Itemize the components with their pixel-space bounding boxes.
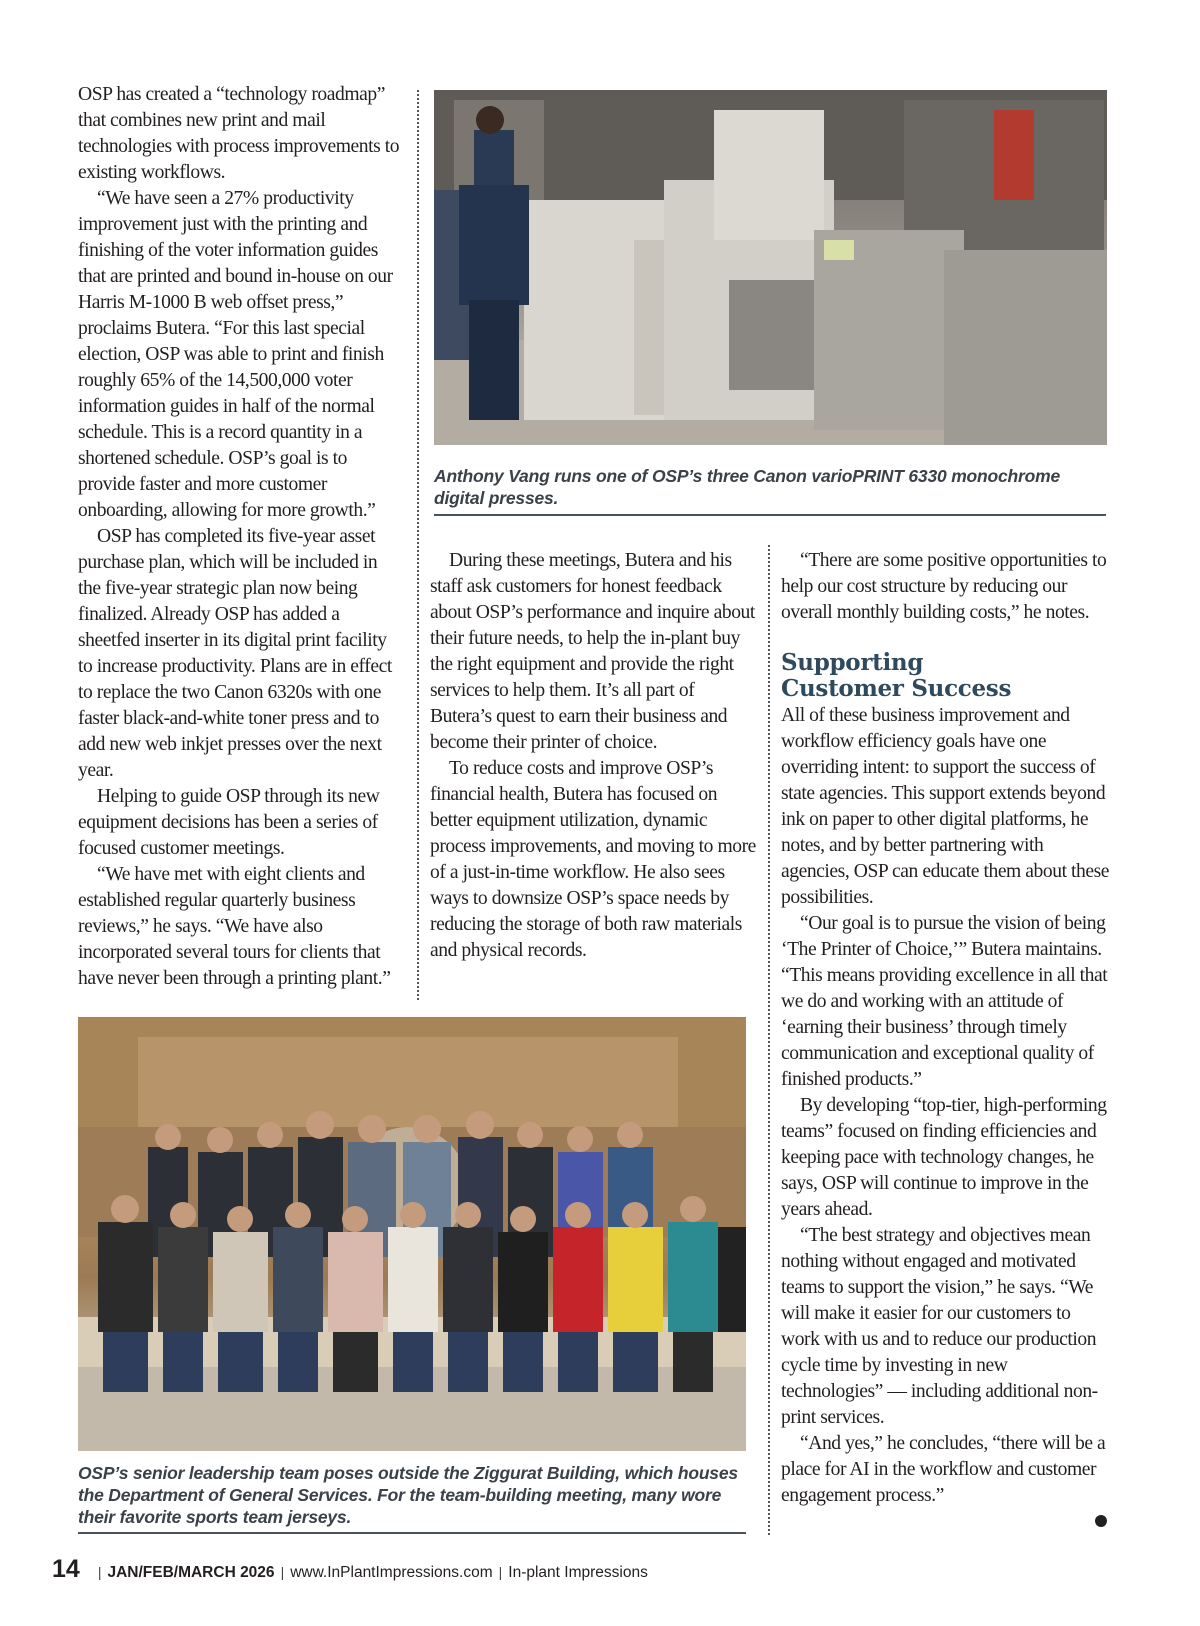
column-divider xyxy=(417,90,419,1000)
photo-caption-bottom: OSP’s senior leadership team poses outside the Ziggurat Building, which houses the Department of General Services. For the team-building meeting, many wore their favorite sports team jerseys. xyxy=(78,1463,738,1527)
column-divider xyxy=(768,545,770,1535)
paragraph: “The best strategy and objectives mean nothing without engaged and motivated teams to support the vision,” he says. “We will make it easier for our customers to work with us and to reduce our production cycle time by investing in new technologies” — including additional non-print services. xyxy=(781,1225,1098,1428)
subhead-line: Supporting xyxy=(781,649,924,676)
press-photo-illustration xyxy=(434,90,1107,445)
end-of-article-bullet-icon xyxy=(1095,1515,1107,1527)
section-subhead xyxy=(781,650,1113,702)
article-column-1 xyxy=(78,82,400,992)
page-number: 14 xyxy=(52,1555,80,1583)
paragraph: During these meetings, Butera and his staff ask customers for honest feedback about OSP’s performance and inquire about their future needs, to help the in-plant buy the right equipment and provide the right services to help them. It’s all part of Butera’s quest to earn their business and become their printer of choice. xyxy=(430,550,755,753)
paragraph: Helping to guide OSP through its new equipment decisions has been a series of focused customer meetings. xyxy=(78,786,380,859)
paragraph: “We have met with eight clients and established regular quarterly business reviews,” he says. “We have also incorporated several tours for clients that have never been through a printing plant.” xyxy=(78,864,391,989)
article-column-3 xyxy=(781,548,1113,1509)
press-operator-photo xyxy=(434,90,1107,445)
article-column-2 xyxy=(430,548,756,964)
footer-separator: | xyxy=(280,1564,285,1580)
paragraph: OSP has completed its five-year asset purchase plan, which will be included in the five-year strategic plan now being finalized. Already OSP has added a sheetfed inserter in its digital print facility to increase productivity. Plans are in effect to replace the two Canon 6320s with one faster black-and-white toner press and to add new web inkjet presses over the next year. xyxy=(78,526,392,781)
leadership-team-photo xyxy=(78,1017,746,1451)
team-photo-illustration xyxy=(78,1017,746,1451)
footer-separator: | xyxy=(498,1564,503,1580)
paragraph: “There are some positive opportunities to help our cost structure by reducing our overall monthly building costs,” he notes. xyxy=(781,550,1107,623)
publication-name: In-plant Impressions xyxy=(508,1564,648,1581)
subhead-line: Customer Success xyxy=(781,675,1012,702)
photo-caption-top: Anthony Vang runs one of OSP’s three Canon varioPRINT 6330 monochrome digital presses. xyxy=(434,466,1061,508)
paragraph: All of these business improvement and workflow efficiency goals have one overriding intent: to support the success of state agencies. This support extends beyond ink on paper to other digital platforms, he notes, and by better partnering with agencies, OSP can educate them about these possibilities. xyxy=(781,705,1110,908)
website-link[interactable]: www.InPlantImpressions.com xyxy=(290,1564,493,1581)
paragraph: By developing “top-tier, high-performing teams” focused on finding efficiencies and keeping pace with technology changes, he says, OSP will continue to improve in the years ahead. xyxy=(781,1095,1107,1220)
paragraph: To reduce costs and improve OSP’s financial health, Butera has focused on better equipment utilization, dynamic process improvements, and moving to more of a just-in-time workflow. He also sees ways to downsize OSP’s space needs by reducing the storage of both raw materials and physical records. xyxy=(430,758,756,961)
footer-separator: | xyxy=(97,1564,102,1580)
paragraph: OSP has created a “technology roadmap” that combines new print and mail technologies with process improvements to existing workflows. xyxy=(78,84,400,183)
paragraph: “Our goal is to pursue the vision of being ‘The Printer of Choice,’” Butera maintains. “This means providing excellence in all that we do and working with an attitude of ‘earning their business’ through timely communication and exceptional quality of finished products.” xyxy=(781,913,1108,1090)
paragraph: “And yes,” he concludes, “there will be a place for AI in the workflow and customer engagement process.” xyxy=(781,1433,1106,1506)
page-footer xyxy=(52,1555,648,1595)
issue-date: JAN/FEB/MARCH 2026 xyxy=(107,1564,275,1581)
paragraph: “We have seen a 27% productivity improvement just with the printing and finishing of the voter information guides that are printed and bound in-house on our Harris M-1000 B web offset press,” proclaims Butera. “For this last special election, OSP was able to print and finish roughly 65% of the 14,500,000 voter information guides in half of the normal schedule. This is a record quantity in a shortened schedule. OSP’s goal is to provide faster and more customer onboarding, allowing for more growth.” xyxy=(78,188,393,521)
caption-rule xyxy=(78,1532,746,1534)
caption-rule xyxy=(434,514,1106,516)
